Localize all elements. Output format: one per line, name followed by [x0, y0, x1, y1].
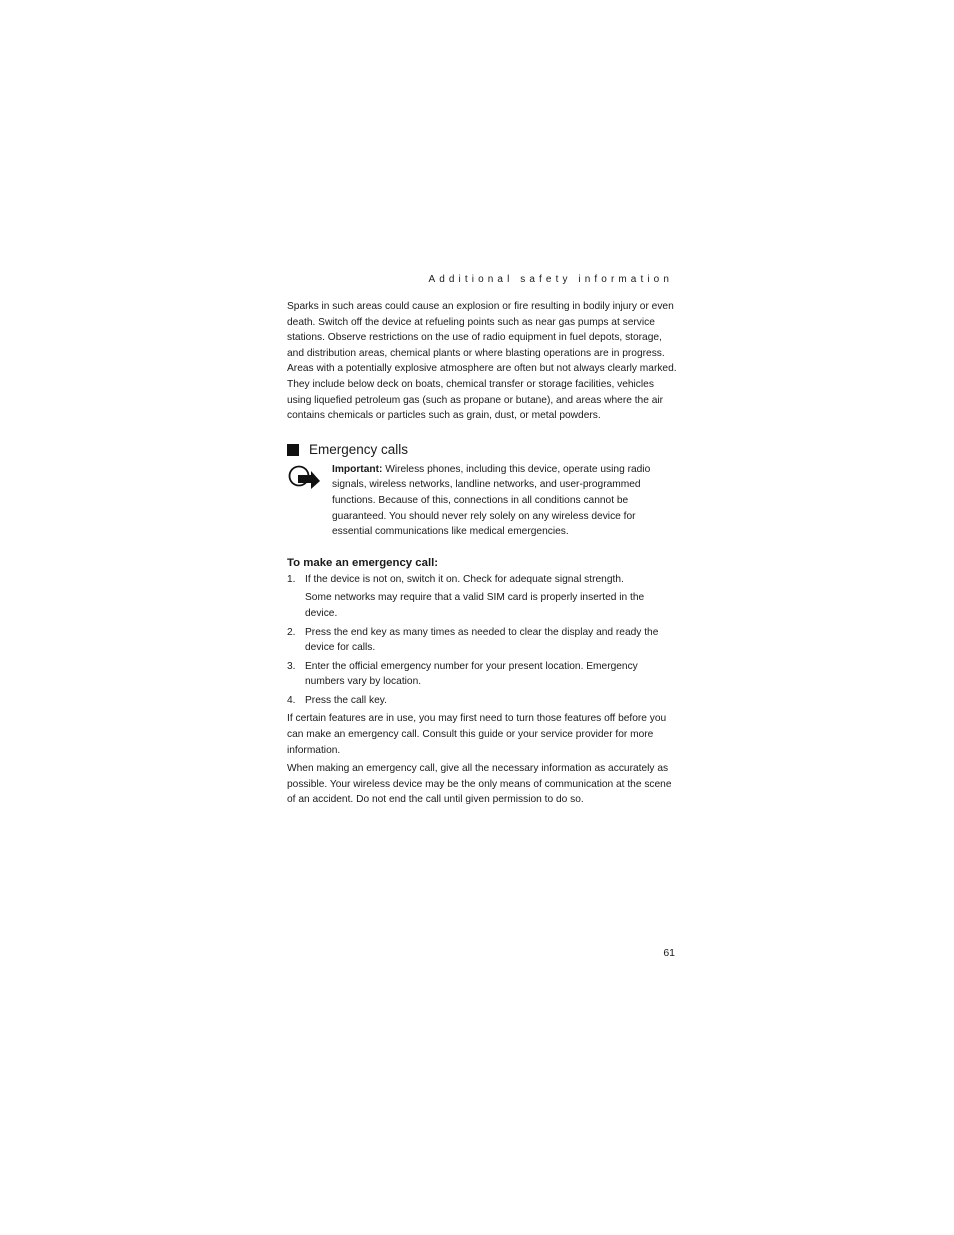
- body-paragraph: When making an emergency call, give all the necessary information as accurately as possible. Your wireless device may be the only means of communication at the scene of an accident. Do not end the call until given permission to do so.: [287, 763, 672, 806]
- section-bullet-icon: [287, 444, 299, 456]
- step-number: 3.: [287, 660, 296, 672]
- step-text: Press the call key.: [305, 694, 387, 706]
- important-text: Wireless phones, including this device, operate using radio signals, wireless networks, landline networks, and user-programmed functions. Because of this, connections in all conditions cannot be guaranteed. You should never rely solely on any wireless device for essential communications like medical emergencies.: [332, 463, 651, 538]
- page-number: 61: [663, 947, 675, 959]
- procedure-steps: [287, 572, 677, 709]
- step-text: Enter the official emergency number for your present location. Emergency numbers vary by location.: [305, 660, 638, 688]
- important-note: [287, 462, 677, 540]
- important-note-icon: [287, 464, 323, 490]
- list-item: [287, 693, 677, 709]
- section-heading: [287, 440, 677, 460]
- step-number: 4.: [287, 694, 296, 706]
- step-text: If the device is not on, switch it on. Check for adequate signal strength.: [305, 573, 624, 585]
- procedure-heading: To make an emergency call:: [287, 556, 439, 569]
- step-number: 1.: [287, 573, 296, 585]
- running-head: Additional safety information: [428, 274, 673, 285]
- body-paragraph: If certain features are in use, you may first need to turn those features off before you can make an emergency call. Consult this guide or your service provider for more information.: [287, 713, 667, 756]
- list-item: [287, 572, 677, 622]
- step-text: Press the end key as many times as needed to clear the display and ready the device for calls.: [305, 626, 659, 654]
- important-label: Important:: [332, 463, 383, 475]
- list-item: [287, 625, 677, 656]
- list-item: [287, 659, 677, 690]
- page-content: [287, 299, 677, 811]
- step-note: Some networks may require that a valid SIM card is properly inserted in the device.: [305, 592, 645, 619]
- step-number: 2.: [287, 626, 296, 638]
- intro-paragraph: Sparks in such areas could cause an explosion or fire resulting in bodily injury or even death. Switch off the device at refueling points such as near gas pumps at service stations. Observe restrictions on the use of radio equipment in fuel depots, storage, and distribution areas, chemical plants or where blasting operations are in progress. Areas with a potentially explosive atmosphere are often but not always clearly marked. They include below deck on boats, chemical transfer or storage facilities, vehicles using liquefied petroleum gas (such as propane or butane), and areas where the air contains chemicals or particles such as grain, dust, or metal powders.: [287, 301, 677, 422]
- section-title: Emergency calls: [309, 441, 409, 457]
